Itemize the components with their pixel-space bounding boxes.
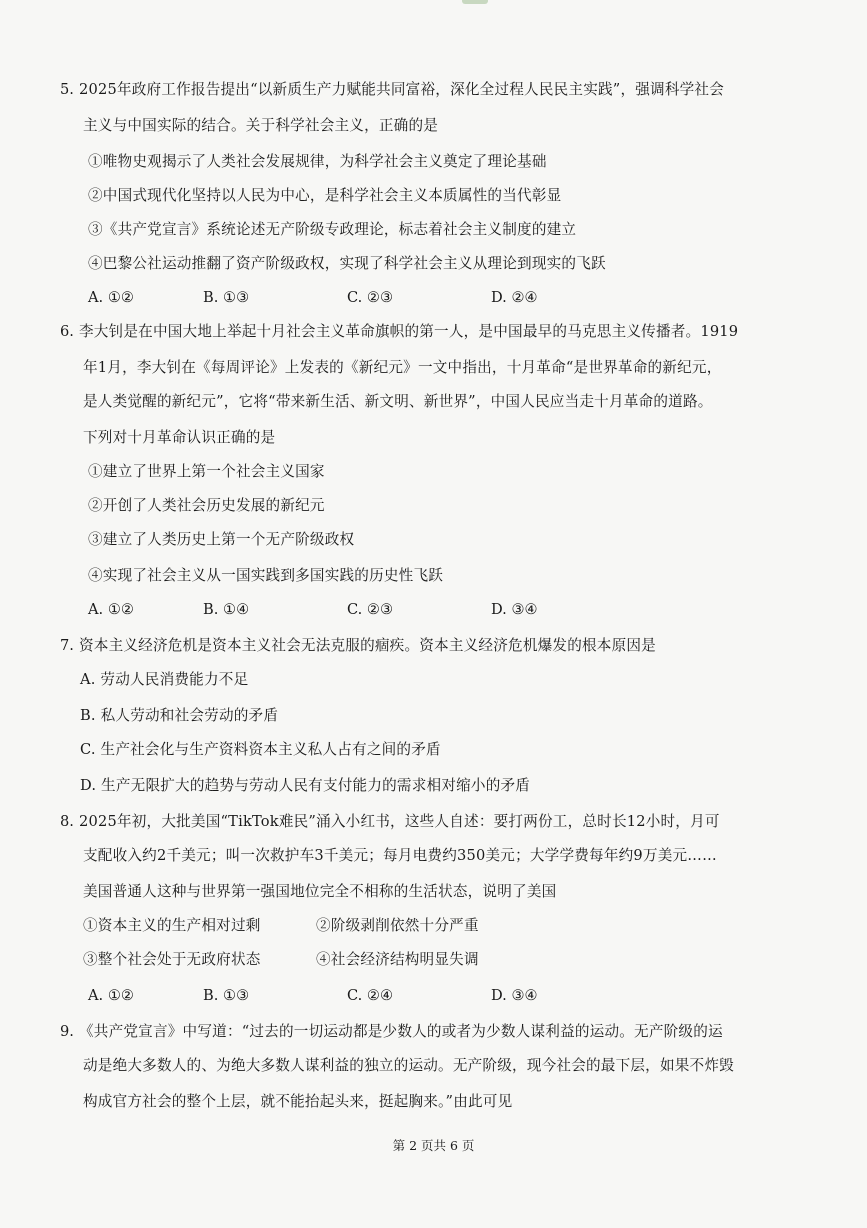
statement: ④实现了社会主义从一国实践到多国实践的历史性飞跃 (88, 567, 444, 584)
question-number: 8. (60, 813, 74, 830)
question-number: 6. (60, 323, 74, 340)
scan-mark (462, 0, 488, 4)
option-a: A. ①② (88, 987, 134, 1004)
option-a: A. ①② (88, 289, 134, 306)
option-b: B. ①③ (203, 987, 250, 1004)
question-text: 《共产党宣言》中写道：“过去的一切运动都是少数人的或者为少数人谋利益的运动。无产阶级的运 (79, 1023, 723, 1040)
question-text: 是人类觉醒的新纪元”，它将“带来新生活、新文明、新世界”，中国人民应当走十月革命的道路。 (83, 393, 713, 410)
question-number: 9. (60, 1023, 74, 1040)
statement: ④社会经济结构明显失调 (316, 951, 479, 968)
question-text: 李大钊是在中国大地上举起十月社会主义革命旗帜的第一人，是中国最早的马克思主义传播者。1919 (79, 323, 739, 340)
page-footer: 第 2 页共 6 页 (392, 1138, 475, 1153)
statement: ①资本主义的生产相对过剩 (83, 917, 261, 934)
statement: ①建立了世界上第一个社会主义国家 (88, 463, 325, 480)
option-b: B. ①③ (203, 289, 250, 306)
statement: ④巴黎公社运动推翻了资产阶级政权，实现了科学社会主义从理论到现实的飞跃 (88, 255, 606, 272)
statement: ②阶级剥削依然十分严重 (316, 917, 479, 934)
question-text: 支配收入约2千美元；叫一次救护车3千美元；每月电费约350美元；大学学费每年约9万美元…… (83, 847, 717, 864)
question-text: 构成官方社会的整个上层，就不能抬起头来，挺起胸来。”由此可见 (83, 1093, 513, 1110)
option-c: C. ②③ (347, 289, 394, 306)
statement: ③《共产党宣言》系统论述无产阶级专政理论，标志着社会主义制度的建立 (88, 221, 577, 238)
question-text: 美国普通人这种与世界第一强国地位完全不相称的生活状态，说明了美国 (83, 883, 557, 900)
option-d: D. ③④ (491, 601, 538, 618)
option-d: D. ③④ (491, 987, 538, 1004)
option-d: D. ②④ (491, 289, 538, 306)
statement: ③建立了人类历史上第一个无产阶级政权 (88, 531, 355, 548)
option-a: A. ①② (88, 601, 134, 618)
option-c: C. ②④ (347, 987, 394, 1004)
question-text: 动是绝大多数人的、为绝大多数人谋利益的独立的运动。无产阶级，现今社会的最下层，如果不炸毁 (83, 1057, 734, 1074)
option-c: C. ②③ (347, 601, 394, 618)
question-text: 2025年初，大批美国“TikTok难民”涌入小红书，这些人自述：要打两份工，总时长12小时，月可 (79, 813, 720, 830)
option-b: B. 私人劳动和社会劳动的矛盾 (80, 707, 279, 724)
question-number: 5. (60, 81, 74, 98)
statement: ①唯物史观揭示了人类社会发展规律，为科学社会主义奠定了理论基础 (88, 153, 547, 170)
question-number: 7. (60, 637, 74, 654)
option-a: A. 劳动人民消费能力不足 (80, 671, 249, 688)
question-text: 主义与中国实际的结合。关于科学社会主义，正确的是 (83, 117, 439, 134)
question-text: 2025年政府工作报告提出“以新质生产力赋能共同富裕，深化全过程人民民主实践”，强调科学社会 (79, 81, 725, 98)
statement: ②中国式现代化坚持以人民为中心，是科学社会主义本质属性的当代彰显 (88, 187, 562, 204)
option-b: B. ①④ (203, 601, 250, 618)
statement: ②开创了人类社会历史发展的新纪元 (88, 497, 325, 514)
question-text: 资本主义经济危机是资本主义社会无法克服的痼疾。资本主义经济危机爆发的根本原因是 (79, 637, 656, 654)
option-d: D. 生产无限扩大的趋势与劳动人民有支付能力的需求相对缩小的矛盾 (80, 777, 531, 794)
question-text: 年1月，李大钊在《每周评论》上发表的《新纪元》一文中指出，十月革命“是世界革命的新纪元， (83, 359, 722, 376)
statement: ③整个社会处于无政府状态 (83, 951, 261, 968)
question-text: 下列对十月革命认识正确的是 (83, 429, 276, 446)
option-c: C. 生产社会化与生产资料资本主义私人占有之间的矛盾 (80, 741, 441, 758)
